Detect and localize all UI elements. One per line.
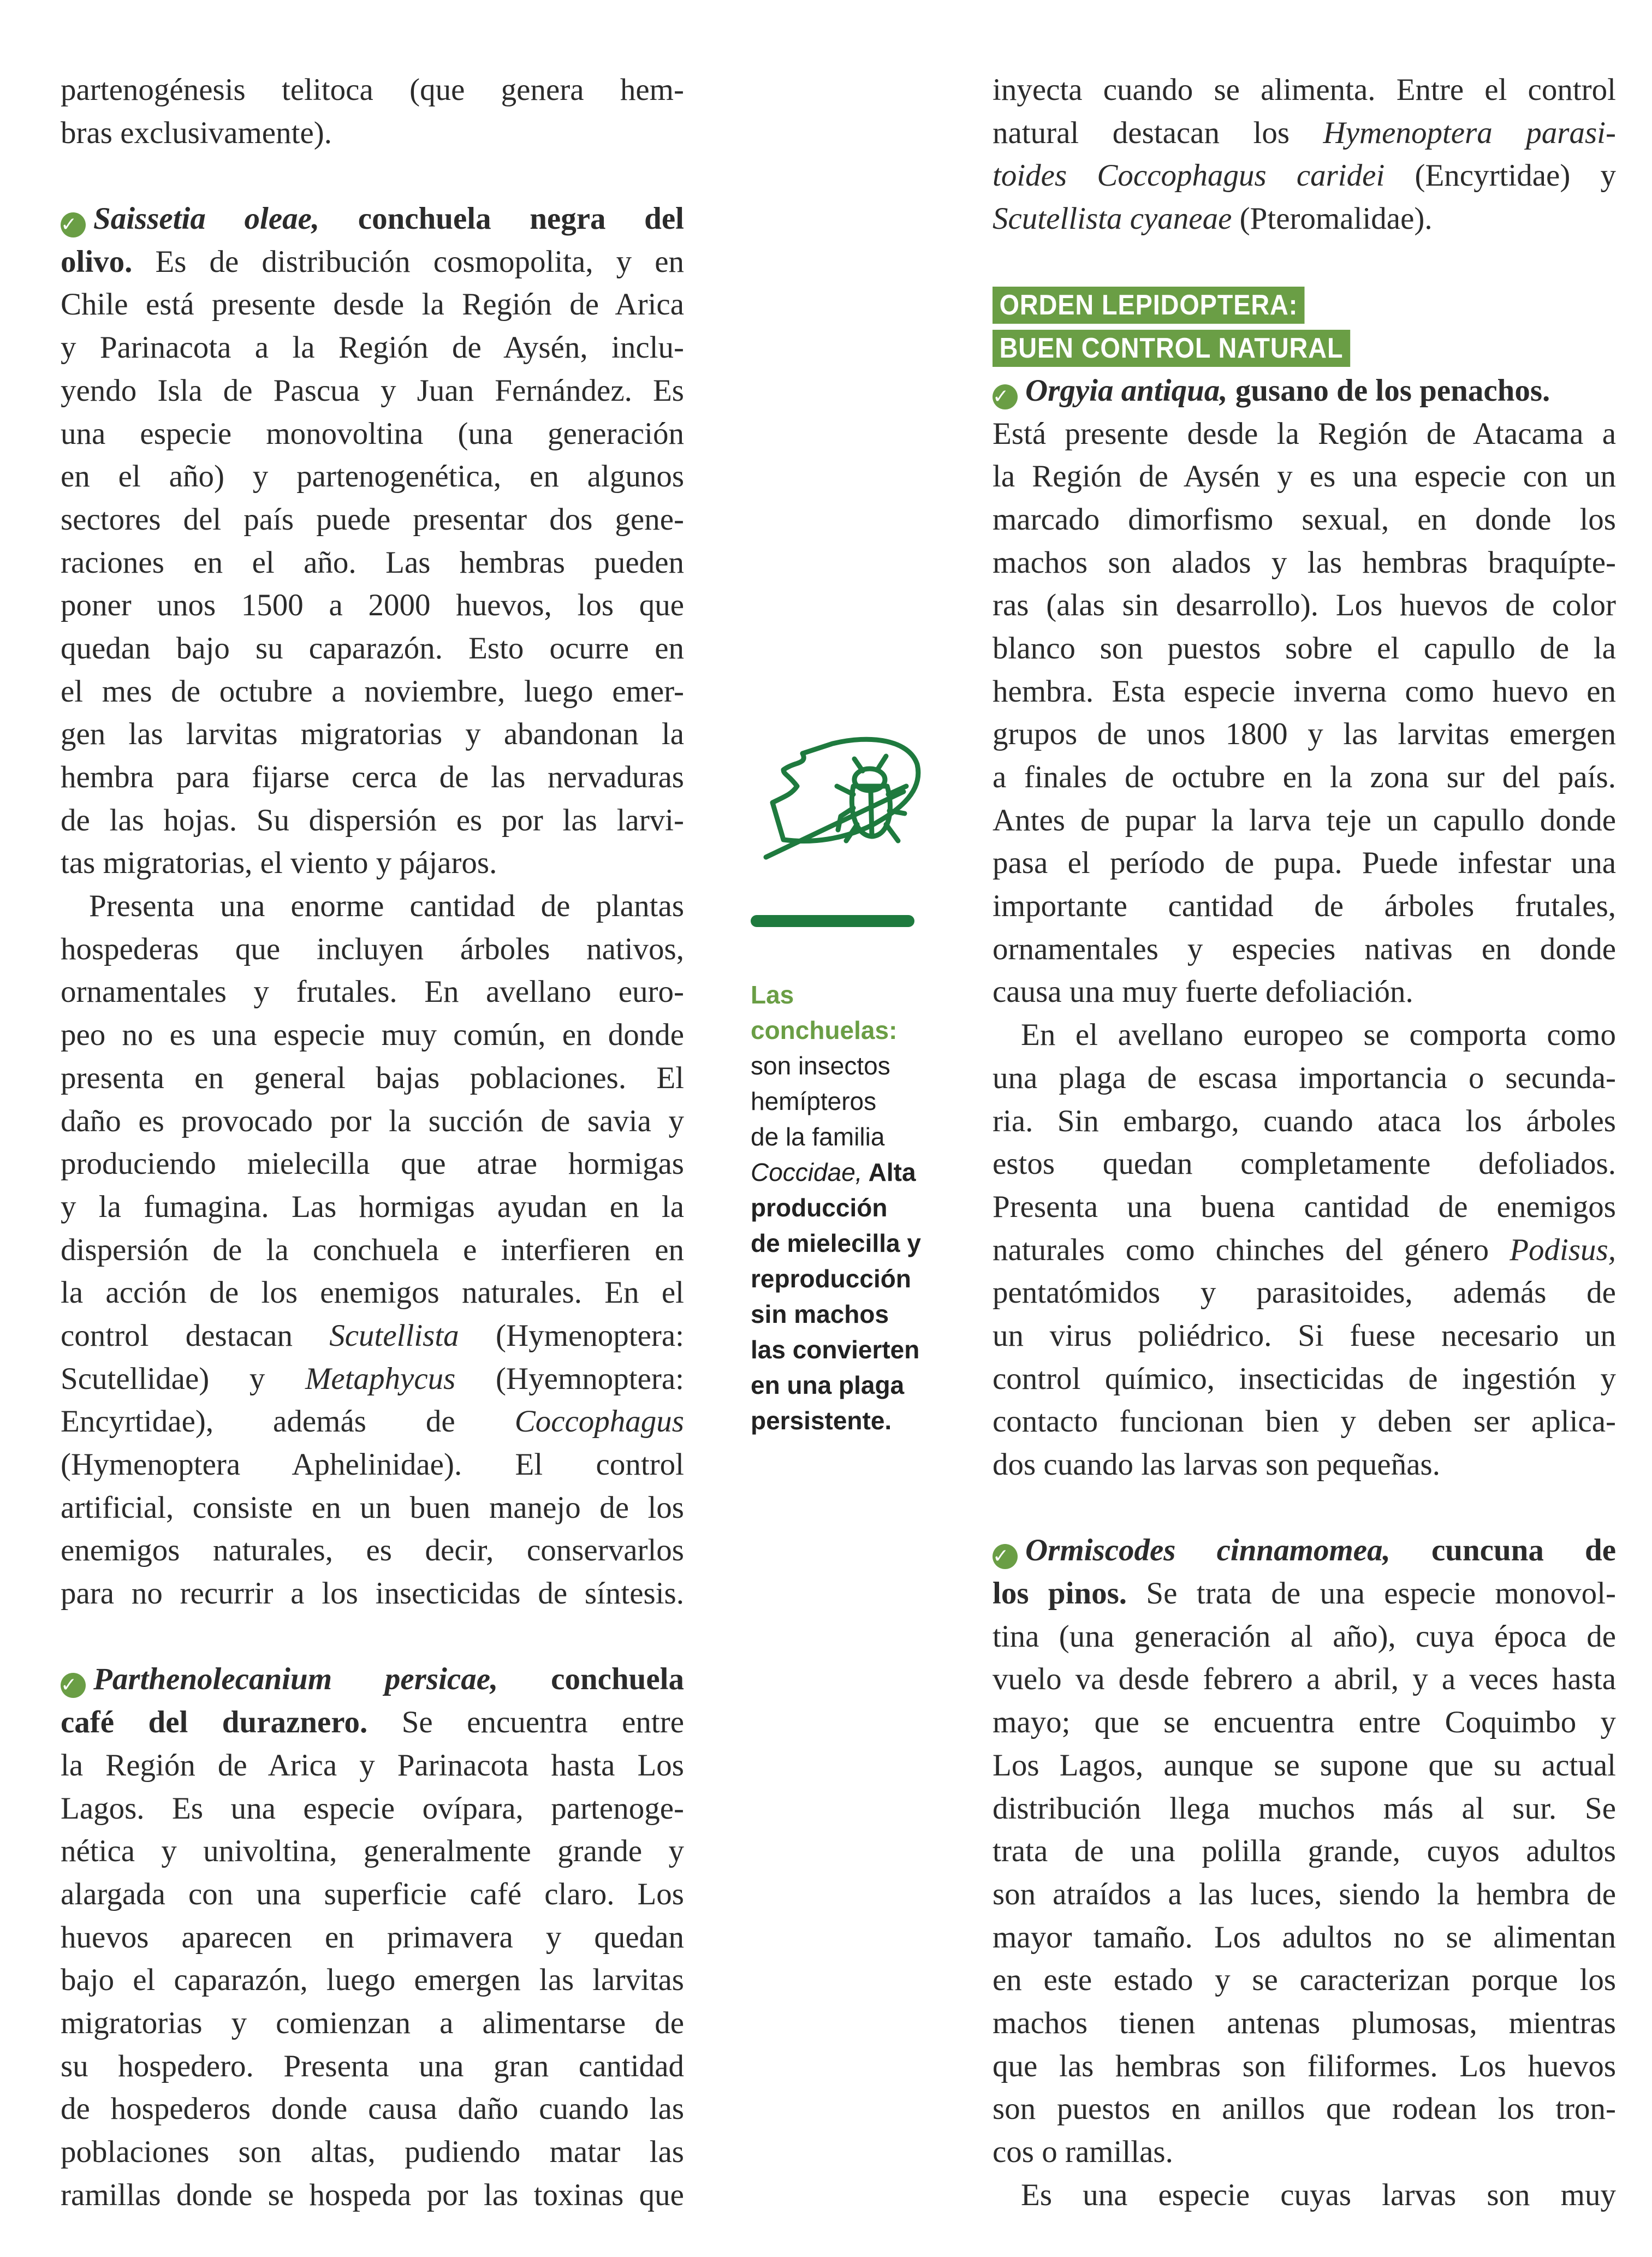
body-text: ramillas donde se hospeda por las toxinas que <box>61 2177 684 2212</box>
text-line <box>61 1014 684 1057</box>
body-text: nética y univoltina, generalmente grande y <box>61 1834 684 1869</box>
text-line <box>993 112 1616 155</box>
emphasis-text: Hymenoptera parasi- <box>1323 115 1616 150</box>
body-text: naturales como chinches del género <box>993 1232 1510 1267</box>
body-text: peo no es una especie muy común, en donde <box>61 1018 684 1053</box>
emphasis-text: gusano de los penachos. <box>1227 373 1550 408</box>
body-text: en el año) y partenogenética, en algunos <box>61 459 684 494</box>
text-line <box>61 2045 684 2088</box>
body-text: Presenta una buena cantidad de enemigos <box>993 1189 1616 1224</box>
text-line <box>61 2002 684 2045</box>
body-text: dos cuando las larvas son pequeñas. <box>993 1447 1440 1482</box>
text-line <box>993 1615 1616 1659</box>
text-line <box>993 1701 1616 1744</box>
body-text: Es una especie cuyas larvas son muy <box>1021 2177 1616 2212</box>
body-text: un virus poliédrico. Si fuese necesario un <box>993 1318 1616 1353</box>
emphasis-text: Scutellista cyaneae <box>993 201 1232 236</box>
body-text: sectores del país puede presentar dos gene- <box>61 502 684 537</box>
text-line <box>61 1315 684 1358</box>
body-text: su hospedero. Presenta una gran cantidad <box>61 2048 684 2083</box>
text-line <box>61 1487 684 1530</box>
text-line <box>993 1444 1616 1487</box>
check-circle-icon: ✓ <box>993 1544 1018 1569</box>
text-line <box>61 842 684 885</box>
body-text: poner unos 1500 a 2000 huevos, los que <box>61 588 684 623</box>
text-line <box>993 670 1616 714</box>
body-text: Lagos. Es una especie ovípara, partenoge- <box>61 1791 684 1826</box>
callout-text-segment: conchuelas: <box>751 1016 898 1044</box>
body-text: hembra. Esta especie inverna como huevo en <box>993 674 1616 709</box>
text-line <box>993 756 1616 799</box>
text-line <box>993 413 1616 456</box>
text-line <box>993 1400 1616 1444</box>
text-line <box>993 2088 1616 2131</box>
callout-line <box>751 1332 921 1368</box>
text-line <box>993 2131 1616 2174</box>
text-line <box>993 1143 1616 1186</box>
text-line <box>61 1658 684 1701</box>
callout-text-segment: en una plaga <box>751 1371 905 1399</box>
callout-line <box>751 1084 921 1119</box>
callout-line <box>751 1048 921 1084</box>
emphasis-text: café del duraznero. <box>61 1705 368 1740</box>
text-line <box>993 1272 1616 1315</box>
callout-line <box>751 1013 921 1048</box>
body-text: causa una muy fuerte defoliación. <box>993 975 1413 1009</box>
section-heading: ORDEN LEPIDOPTERA: <box>993 287 1305 324</box>
body-text: marcado dimorfismo sexual, en donde los <box>993 502 1616 537</box>
emphasis-text: Saissetia oleae, <box>93 201 320 236</box>
body-text: y la fumagina. Las hormigas ayudan en la <box>61 1189 684 1224</box>
body-text: pasa el período de pupa. Puede infestar una <box>993 846 1616 881</box>
callout-line <box>751 1190 921 1226</box>
callout-line <box>751 1155 921 1190</box>
emphasis-text: Orgyia antiqua, <box>1025 373 1228 408</box>
body-text: quedan bajo su caparazón. Esto ocurre en <box>61 631 684 666</box>
text-line <box>993 2045 1616 2088</box>
emphasis-text: conchuela negra del <box>319 201 684 236</box>
left-text-column <box>61 69 684 2217</box>
callout-line <box>751 1403 921 1439</box>
body-text: Es de distribución cosmopolita, y en <box>132 244 684 279</box>
text-line <box>61 112 684 155</box>
emphasis-text: Parthenolecanium persicae, <box>93 1662 498 1697</box>
text-line <box>61 1143 684 1186</box>
body-text: gen las larvitas migratorias y abandonan la <box>61 717 684 752</box>
text-line <box>61 198 684 241</box>
text-line <box>993 1057 1616 1100</box>
text-line <box>993 1100 1616 1143</box>
text-line <box>61 413 684 456</box>
text-line <box>993 542 1616 585</box>
body-text: una especie monovoltina (una generación <box>61 416 684 451</box>
text-line <box>61 1572 684 1615</box>
text-line <box>993 584 1616 627</box>
text-line <box>993 1959 1616 2002</box>
body-text: Encyrtidae), además de <box>61 1404 515 1439</box>
text-line <box>61 455 684 498</box>
text-line <box>61 1229 684 1272</box>
callout-text-segment: Coccidae, <box>751 1158 863 1186</box>
body-text: poblaciones son altas, pudiendo matar las <box>61 2135 684 2169</box>
body-text: importante cantidad de árboles frutales, <box>993 889 1616 924</box>
text-line <box>993 885 1616 928</box>
body-text: dispersión de la conchuela e interfieren en <box>61 1232 684 1267</box>
text-line <box>993 842 1616 885</box>
text-line <box>61 542 684 585</box>
text-line <box>61 713 684 756</box>
body-text: Se trata de una especie monovol- <box>1127 1576 1616 1611</box>
callout-text-segment: de mielecilla y <box>751 1229 921 1257</box>
emphasis-text: Coccophagus <box>514 1404 684 1439</box>
body-text: y Parinacota a la Región de Aysén, inclu- <box>61 330 684 365</box>
text-line <box>993 198 1616 241</box>
text-line <box>61 1744 684 1787</box>
body-text: una plaga de escasa importancia o secunda- <box>993 1060 1616 1095</box>
text-line <box>993 2002 1616 2045</box>
text-line <box>993 2174 1616 2217</box>
body-text: (Hyemnoptera: <box>455 1361 684 1396</box>
body-text: tas migratorias, el viento y pájaros. <box>61 846 497 881</box>
text-line <box>993 1229 1616 1272</box>
body-text: que las hembras son filiformes. Los huevos <box>993 2048 1616 2083</box>
text-line <box>993 1186 1616 1229</box>
text-line <box>993 1358 1616 1401</box>
text-line <box>993 627 1616 670</box>
body-text: ria. Sin embargo, cuando ataca los árboles <box>993 1103 1616 1138</box>
emphasis-text: los pinos. <box>993 1576 1127 1611</box>
callout-text-segment: Alta <box>862 1158 916 1186</box>
body-text: tina (una generación al año), cuya época de <box>993 1619 1616 1654</box>
text-line <box>61 1400 684 1444</box>
text-line <box>61 498 684 542</box>
text-line <box>61 1057 684 1100</box>
text-line <box>993 713 1616 756</box>
body-text: (Pteromalidae). <box>1232 201 1433 236</box>
body-text: inyecta cuando se alimenta. Entre el control <box>993 73 1616 107</box>
text-line <box>993 283 1616 326</box>
text-line <box>61 241 684 284</box>
body-text: Está presente desde la Región de Atacama a <box>993 416 1616 451</box>
body-text: Presenta una enorme cantidad de plantas <box>89 889 684 924</box>
callout-line <box>751 1226 921 1261</box>
text-line <box>61 584 684 627</box>
body-text: yendo Isla de Pascua y Juan Fernández. Es <box>61 373 684 408</box>
text-line <box>993 799 1616 842</box>
text-line <box>61 1916 684 1959</box>
text-line <box>61 2131 684 2174</box>
body-text: grupos de unos 1800 y las larvitas emergen <box>993 717 1616 752</box>
callout-text-segment: de la familia <box>751 1122 885 1151</box>
callout-line <box>751 977 921 1013</box>
text-line <box>993 455 1616 498</box>
callout-text <box>751 977 921 1439</box>
text-line <box>993 1014 1616 1057</box>
body-text: de hospederos donde causa daño cuando las <box>61 2092 684 2127</box>
body-text: control químico, insecticidas de ingestión y <box>993 1361 1616 1396</box>
callout-text-segment: las convierten <box>751 1335 920 1364</box>
body-text: hospederas que incluyen árboles nativos, <box>61 931 684 966</box>
text-line <box>61 370 684 413</box>
text-line <box>61 2174 684 2217</box>
body-text: (Encyrtidae) y <box>1384 158 1616 193</box>
body-text: contacto funcionan bien y deben ser aplica- <box>993 1404 1616 1439</box>
text-line <box>993 1529 1616 1572</box>
body-text: (Hymenoptera: <box>459 1318 684 1353</box>
text-line <box>61 1100 684 1143</box>
body-text: en este estado y se caracterizan porque los <box>993 1963 1616 1998</box>
text-line <box>61 1615 684 1659</box>
emphasis-text: Metaphycus <box>305 1361 456 1396</box>
callout-text-segment: reproducción <box>751 1264 911 1293</box>
text-line <box>61 1830 684 1873</box>
text-line <box>61 69 684 112</box>
body-text: artificial, consiste en un buen manejo de los <box>61 1490 684 1525</box>
text-line <box>61 627 684 670</box>
callout-line <box>751 1297 921 1332</box>
text-line <box>61 1186 684 1229</box>
body-text: alargada con una superficie café claro. Los <box>61 1876 684 1911</box>
callout-text-segment: sin machos <box>751 1300 889 1328</box>
callout-text-segment: persistente. <box>751 1406 892 1435</box>
text-line <box>993 1830 1616 1873</box>
text-line <box>993 1572 1616 1615</box>
body-text: mayor tamaño. Los adultos no se alimentan <box>993 1920 1616 1955</box>
divider-bar <box>751 915 914 927</box>
text-line <box>61 155 684 198</box>
body-text: son atraídos a las luces, siendo la hembra de <box>993 1876 1616 1911</box>
text-line <box>993 1658 1616 1701</box>
body-text: vuelo va desde febrero a abril, y a veces hasta <box>993 1662 1616 1697</box>
body-text: distribución llega muchos más al sur. Se <box>993 1791 1616 1826</box>
text-line <box>993 69 1616 112</box>
callout-text-segment: Las <box>751 981 794 1009</box>
leaf-beetle-icon <box>751 732 925 895</box>
callout-line <box>751 1119 921 1155</box>
callout-text-segment: hemípteros <box>751 1087 877 1115</box>
text-line <box>61 1272 684 1315</box>
body-text: Chile está presente desde la Región de Arica <box>61 287 684 322</box>
text-line <box>993 1744 1616 1787</box>
body-text: migratorias y comienzan a alimentarse de <box>61 2005 684 2040</box>
text-line <box>993 370 1616 413</box>
text-line <box>61 670 684 714</box>
text-line <box>993 1315 1616 1358</box>
callout-text-segment: producción <box>751 1193 888 1222</box>
emphasis-text: conchuela <box>498 1662 684 1697</box>
body-text: la Región de Arica y Parinacota hasta Los <box>61 1748 684 1783</box>
emphasis-text: toides Coccophagus caridei <box>993 158 1385 193</box>
text-line <box>61 928 684 971</box>
emphasis-text: Ormiscodes cinnamomea, <box>1025 1533 1390 1568</box>
body-text: machos son alados y las hembras braquípte- <box>993 545 1616 580</box>
body-text: natural destacan los <box>993 115 1323 150</box>
body-text: mayo; que se encuentra entre Coquimbo y <box>993 1705 1616 1740</box>
body-text: de las hojas. Su dispersión es por las larvi- <box>61 803 684 838</box>
text-line <box>993 971 1616 1014</box>
body-text: ornamentales y especies nativas en donde <box>993 931 1616 966</box>
body-text: bajo el caparazón, luego emergen las larvitas <box>61 1963 684 1998</box>
text-line <box>993 241 1616 284</box>
emphasis-text: cuncuna de <box>1390 1533 1616 1568</box>
check-circle-icon: ✓ <box>61 212 86 237</box>
check-circle-icon: ✓ <box>993 384 1018 409</box>
right-text-column <box>993 69 1616 2217</box>
text-line <box>61 1444 684 1487</box>
body-text: bras exclusivamente). <box>61 115 332 150</box>
text-line <box>993 1787 1616 1831</box>
callout-line <box>751 1368 921 1403</box>
text-line <box>61 971 684 1014</box>
body-text: a finales de octubre en la zona sur del país. <box>993 760 1616 794</box>
body-text: partenogénesis telitoca (que genera hem- <box>61 73 684 107</box>
text-line <box>61 756 684 799</box>
body-text: blanco son puestos sobre el capullo de la <box>993 631 1616 666</box>
body-text: produciendo mielecilla que atrae hormigas <box>61 1147 684 1181</box>
body-text: enemigos naturales, es decir, conservarlos <box>61 1533 684 1568</box>
body-text: (Hymenoptera Aphelinidae). El control <box>61 1447 684 1482</box>
check-circle-icon: ✓ <box>61 1673 86 1698</box>
emphasis-text: olivo. <box>61 244 133 279</box>
body-text: la acción de los enemigos naturales. En el <box>61 1275 684 1310</box>
body-text: Antes de pupar la larva teje un capullo donde <box>993 803 1616 838</box>
text-line <box>993 155 1616 198</box>
callout-line <box>751 1261 921 1297</box>
body-text: Se encuentra entre <box>367 1705 685 1740</box>
section-heading: BUEN CONTROL NATURAL <box>993 330 1350 367</box>
body-text: ras (alas sin desarrollo). Los huevos de color <box>993 588 1616 623</box>
body-text: hembra para fijarse cerca de las nervaduras <box>61 760 684 794</box>
text-line <box>61 799 684 842</box>
body-text: En el avellano europeo se comporta como <box>1021 1018 1616 1053</box>
body-text: daño es provocado por la succión de savia y <box>61 1103 684 1138</box>
text-line <box>993 498 1616 542</box>
body-text: el mes de octubre a noviembre, luego emer- <box>61 674 684 709</box>
emphasis-text: Podisus, <box>1510 1232 1616 1267</box>
text-line <box>993 928 1616 971</box>
text-line <box>993 326 1616 370</box>
text-line <box>61 2088 684 2131</box>
body-text: presenta en general bajas poblaciones. El <box>61 1060 684 1095</box>
text-line <box>61 1701 684 1744</box>
text-line <box>993 1487 1616 1530</box>
text-line <box>993 1916 1616 1959</box>
body-text: son puestos en anillos que rodean los tron- <box>993 2092 1616 2127</box>
text-line <box>61 1358 684 1401</box>
body-text: trata de una polilla grande, cuyos adultos <box>993 1834 1616 1869</box>
callout-text-segment: son insectos <box>751 1052 890 1080</box>
body-text: estos quedan completamente defoliados. <box>993 1147 1616 1181</box>
body-text: raciones en el año. Las hembras pueden <box>61 545 684 580</box>
body-text: ornamentales y frutales. En avellano euro- <box>61 975 684 1009</box>
text-line <box>61 885 684 928</box>
text-line <box>993 1873 1616 1916</box>
body-text: Los Lagos, aunque se supone que su actual <box>993 1748 1616 1783</box>
text-line <box>61 326 684 370</box>
body-text: machos tienen antenas plumosas, mientras <box>993 2005 1616 2040</box>
text-line <box>61 1529 684 1572</box>
body-text: pentatómidos y parasitoides, además de <box>993 1275 1616 1310</box>
body-text: huevos aparecen en primavera y quedan <box>61 1920 684 1955</box>
text-line <box>61 1873 684 1916</box>
body-text: cos o ramillas. <box>993 2135 1173 2169</box>
emphasis-text: Scutellista <box>329 1318 459 1353</box>
body-text: Scutellidae) y <box>61 1361 305 1396</box>
text-line <box>61 1787 684 1831</box>
body-text: la Región de Aysén y es una especie con un <box>993 459 1616 494</box>
body-text: control destacan <box>61 1318 330 1353</box>
body-text: para no recurrir a los insecticidas de síntesis. <box>61 1576 684 1611</box>
text-line <box>61 1959 684 2002</box>
text-line <box>61 283 684 326</box>
